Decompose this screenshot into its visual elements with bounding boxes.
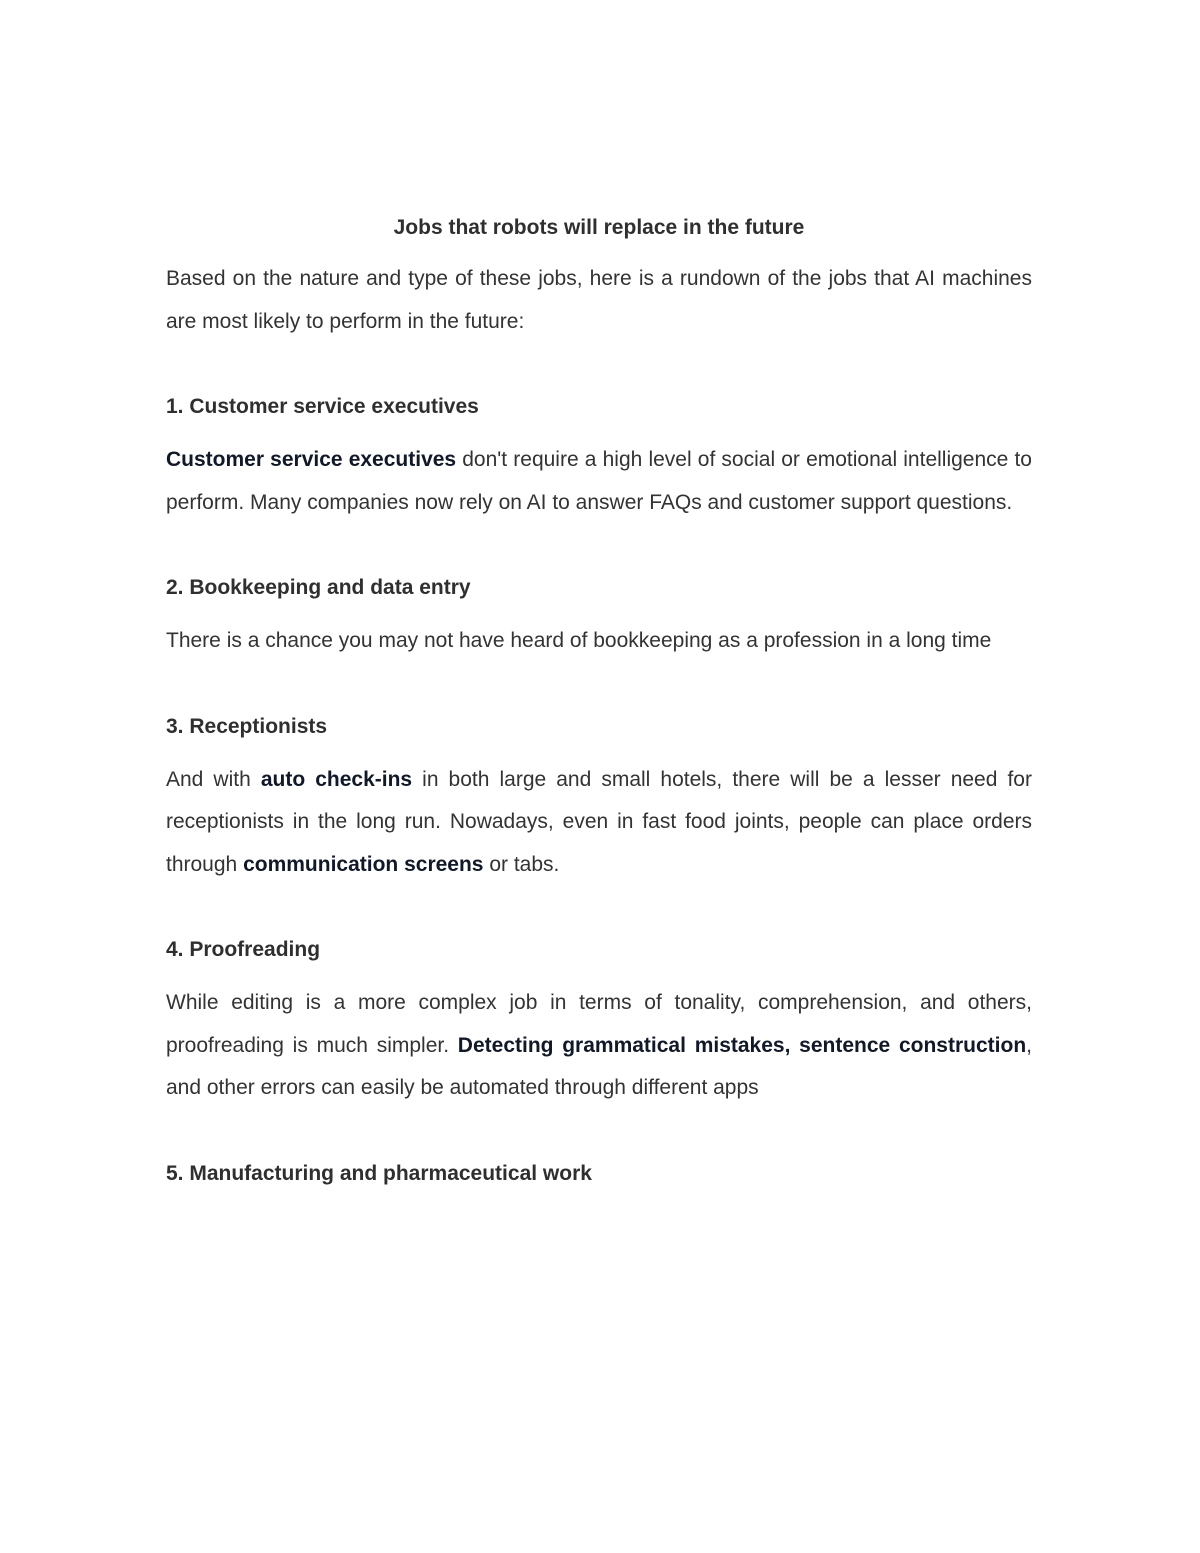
paragraph-text: in both large and small hotels, there will be a lesser need for receptionists in the long run. Nowadays, even in fast food joints, people can place orders through bbox=[166, 767, 1032, 876]
keyword-communication-screens: communication screens bbox=[243, 852, 484, 876]
section-paragraph-receptionists bbox=[166, 759, 1032, 887]
paragraph-text: , and other errors can easily be automated through different apps bbox=[166, 1033, 1032, 1099]
section-heading-manufacturing: 5. Manufacturing and pharmaceutical work bbox=[166, 1161, 592, 1185]
section-heading-bookkeeping: 2. Bookkeeping and data entry bbox=[166, 576, 471, 599]
keyword-auto-check-ins: auto check-ins bbox=[260, 767, 413, 791]
section-paragraph-customer-service bbox=[166, 439, 1032, 524]
intro-paragraph: Based on the nature and type of these jobs, here is a rundown of the jobs that AI machines are most likely to perform in the future: bbox=[166, 267, 1032, 333]
section-heading-proofreading: 4. Proofreading bbox=[166, 938, 321, 961]
section-heading-receptionists: 3. Receptionists bbox=[166, 714, 328, 738]
keyword-detecting-grammatical-mistakes: Detecting grammatical mistakes, sentence construction bbox=[457, 1033, 1027, 1057]
section-heading-customer-service: 1. Customer service executives bbox=[166, 395, 479, 418]
paragraph-text: While editing is a more complex job in terms of tonality, comprehension, and others, proofreading is much simpler. bbox=[166, 991, 1032, 1057]
document-body bbox=[166, 208, 1032, 1194]
section-paragraph-proofreading bbox=[166, 982, 1032, 1110]
paragraph-text: or tabs. bbox=[483, 852, 560, 876]
keyword-customer-service-executives: Customer service executives bbox=[166, 448, 457, 471]
paragraph-text: don't require a high level of social or emotional intelligence to perform. Many companies now rely on AI to answer FAQs and customer support questions. bbox=[166, 448, 1032, 514]
document-title: Jobs that robots will replace in the future bbox=[393, 216, 805, 239]
paragraph-text: And with bbox=[166, 767, 261, 791]
section-paragraph-bookkeeping: There is a chance you may not have heard of bookkeeping as a profession in a long time bbox=[166, 629, 992, 652]
